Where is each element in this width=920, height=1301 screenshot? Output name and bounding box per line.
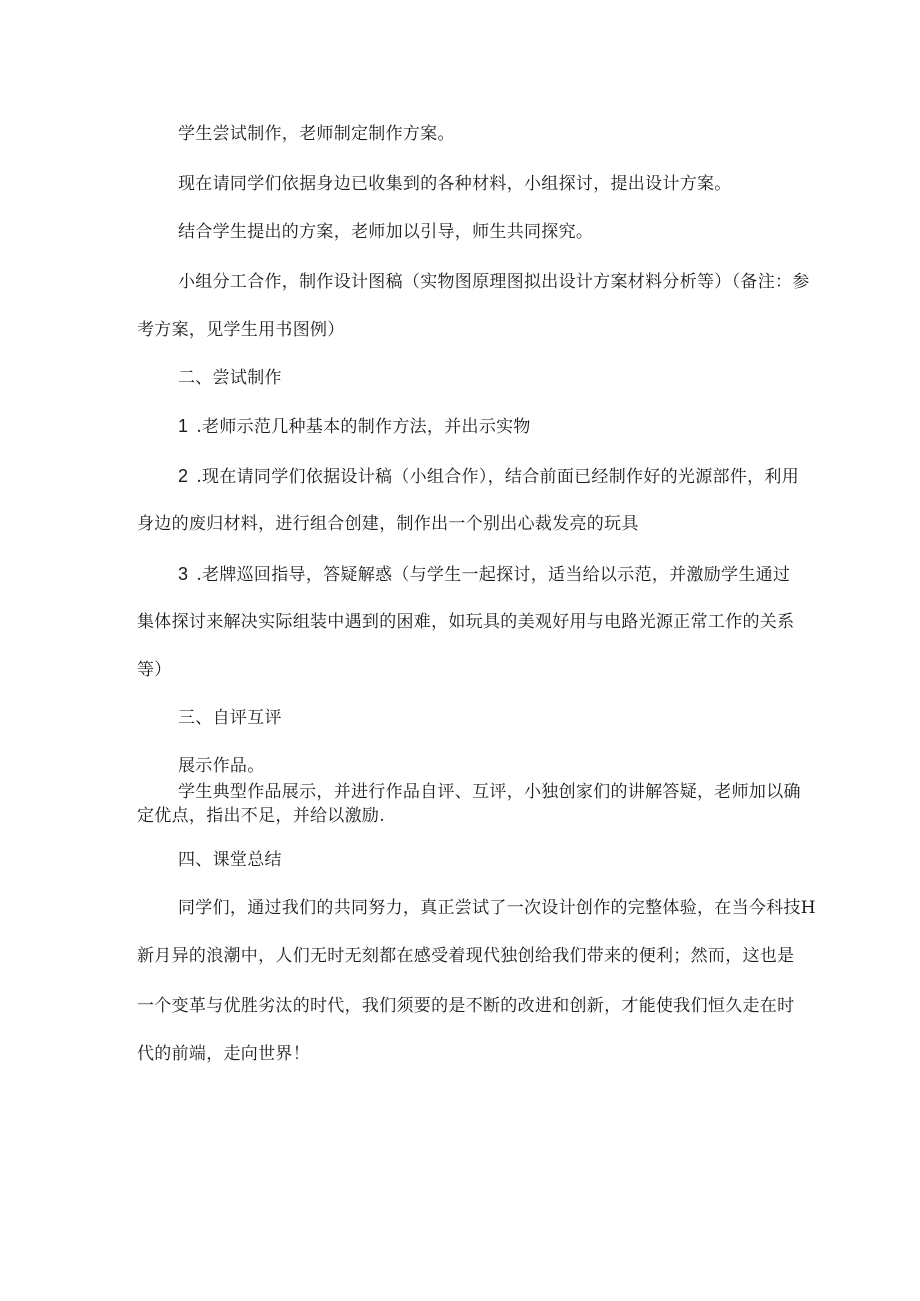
- list-item-1-number: 1: [178, 416, 189, 436]
- paragraph-summary-line3: 一个变革与优胜劣汰的时代，我们须要的是不断的改进和创新，才能使我们恒久走在时: [137, 996, 795, 1016]
- paragraph-evaluation-line2: 定优点，指出不足，并给以激励.: [137, 806, 385, 826]
- list-item-3-line2: 集体探讨来解决实际组装中遇到的困难，如玩具的美观好用与电路光源正常工作的关系: [137, 612, 795, 632]
- section-heading-4: 四、课堂总结: [178, 850, 282, 870]
- paragraph-show-works: 展示作品。: [178, 756, 265, 776]
- list-item-1: [178, 416, 531, 437]
- paragraph-collect-materials: 现在请同学们依据身边已收集到的各种材料，小组探讨，提出设计方案。: [178, 174, 732, 194]
- list-item-2-text: .现在请同学们依据设计稿（小组合作），结合前面已经制作好的光源部件，利用: [196, 467, 800, 487]
- paragraph-summary-line4: 代的前端，走向世界！: [137, 1044, 310, 1064]
- list-item-3-line1: [178, 564, 790, 585]
- paragraph-summary-line1: 同学们，通过我们的共同努力，真正尝试了一次设计创作的完整体验，在当今科技H: [178, 898, 816, 918]
- paragraph-evaluation-line1: 学生典型作品展示，并进行作品自评、互评，小独创家们的讲解答疑，老师加以确: [178, 782, 801, 802]
- paragraph-guidance: 结合学生提出的方案，老师加以引导，师生共同探究。: [178, 222, 594, 242]
- list-item-2-line1: [178, 466, 799, 487]
- paragraph-group-work-line1: 小组分工合作，制作设计图稿（实物图原理图拟出设计方案材料分析等）（备注：参: [178, 272, 810, 292]
- section-heading-3: 三、自评互评: [178, 708, 282, 728]
- paragraph-group-work-line2: 考方案，见学生用书图例）: [137, 320, 345, 340]
- list-item-3-text: .老牌巡回指导，答疑解惑（与学生一起探讨，适当给以示范，并激励学生通过: [196, 565, 791, 585]
- list-item-3-line3: 等）: [137, 660, 172, 680]
- list-item-3-number: 3: [178, 564, 189, 584]
- list-item-2-number: 2: [178, 466, 189, 486]
- section-heading-2: 二、尝试制作: [178, 368, 282, 388]
- list-item-2-line2: 身边的废归材料，进行组合创建，制作出一个别出心裁发亮的玩具: [137, 514, 639, 534]
- paragraph-attempt-intro: 学生尝试制作，老师制定制作方案。: [178, 124, 455, 144]
- paragraph-summary-line2: 新月异的浪潮中，人们无时无刻都在感受着现代独创给我们带来的便利；然而，这也是: [137, 946, 795, 966]
- list-item-1-text: .老师示范几种基本的制作方法，并出示实物: [196, 417, 531, 437]
